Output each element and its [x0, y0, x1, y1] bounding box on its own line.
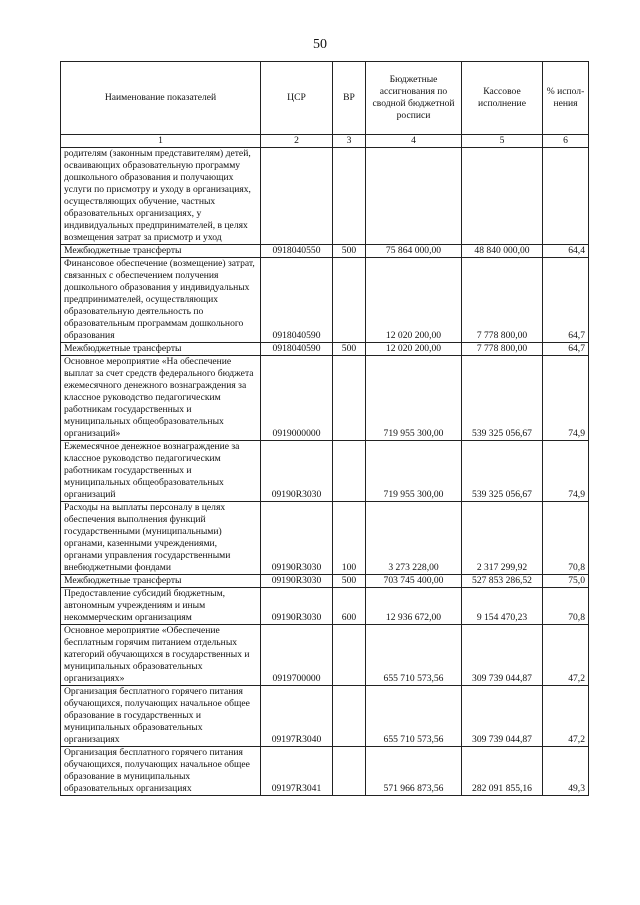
row-cash: 2 317 299,92 [462, 502, 543, 575]
row-cash: 9 154 470,23 [462, 588, 543, 625]
header-cash: Кассовое исполнение [462, 62, 543, 135]
row-budget: 719 955 300,00 [366, 441, 462, 502]
row-csr: 09190R3030 [261, 441, 333, 502]
row-budget: 12 936 672,00 [366, 588, 462, 625]
row-vr [333, 625, 366, 686]
row-budget: 12 020 200,00 [366, 343, 462, 356]
row-pct: 70,8 [543, 502, 589, 575]
row-budget: 571 966 873,56 [366, 747, 462, 796]
row-csr: 0918040550 [261, 245, 333, 258]
header-vr: ВР [333, 62, 366, 135]
row-name: Основное мероприятие «Обеспечение бесплатным горячим питанием отдельных категорий обучающихся в государственных и муниципальных образовательных организациях» [61, 625, 261, 686]
column-number: 4 [366, 135, 462, 148]
page-number: 50 [313, 37, 327, 52]
row-budget [366, 148, 462, 245]
row-csr: 0918040590 [261, 343, 333, 356]
row-cash: 282 091 855,16 [462, 747, 543, 796]
table-row [61, 258, 589, 343]
row-budget: 75 864 000,00 [366, 245, 462, 258]
row-vr: 600 [333, 588, 366, 625]
column-number-row [61, 135, 589, 148]
row-name: Предоставление субсидий бюджетным, автономным учреждениям и иным некоммерческим организациям [61, 588, 261, 625]
column-number: 6 [543, 135, 589, 148]
row-budget: 703 745 400,00 [366, 575, 462, 588]
row-vr: 500 [333, 343, 366, 356]
table-row [61, 502, 589, 575]
row-pct: 64,7 [543, 343, 589, 356]
row-cash: 309 739 044,87 [462, 686, 543, 747]
row-pct [543, 148, 589, 245]
row-pct: 74,9 [543, 356, 589, 441]
row-vr [333, 441, 366, 502]
column-number: 3 [333, 135, 366, 148]
row-name: Межбюджетные трансферты [61, 575, 261, 588]
row-pct: 47,2 [543, 625, 589, 686]
header-pct: % испол-нения [543, 62, 589, 135]
row-vr [333, 686, 366, 747]
row-budget: 719 955 300,00 [366, 356, 462, 441]
row-cash: 48 840 000,00 [462, 245, 543, 258]
row-cash: 539 325 056,67 [462, 356, 543, 441]
row-csr: 09190R3030 [261, 575, 333, 588]
row-pct: 75,0 [543, 575, 589, 588]
row-name: Финансовое обеспечение (возмещение) затрат, связанных с обеспечением получения дошкольного образования у индивидуальных предпринимателей, осуществляющих образовательную деятельность по образовательным программам дошкольного образования [61, 258, 261, 343]
table-row [61, 356, 589, 441]
row-budget: 655 710 573,56 [366, 625, 462, 686]
row-vr: 500 [333, 245, 366, 258]
table-row [61, 747, 589, 796]
row-vr [333, 356, 366, 441]
row-csr: 0919700000 [261, 625, 333, 686]
row-name: Расходы на выплаты персоналу в целях обеспечения выполнения функций государственными (муниципальными) органами, казенными учреждениями, органами управления государственными внебюджетными фондами [61, 502, 261, 575]
row-pct: 64,4 [543, 245, 589, 258]
row-name: родителям (законным представителям) детей, осваивающих образовательную программу дошкольного образования и получающих услуги по присмотру и уходу в организациях, осуществляющих обучение, частных образовательных организациях, у индивидуальных предпринимателей, в целях возмещения затрат за присмотр и уход [61, 148, 261, 245]
column-number: 1 [61, 135, 261, 148]
row-cash: 309 739 044,87 [462, 625, 543, 686]
header-row [61, 62, 589, 135]
header-budget: Бюджетные ассигнования по сводной бюджетной росписи [366, 62, 462, 135]
row-pct: 70,8 [543, 588, 589, 625]
row-csr: 09197R3040 [261, 686, 333, 747]
row-vr [333, 747, 366, 796]
row-csr [261, 148, 333, 245]
table-row [61, 575, 589, 588]
header-csr: ЦСР [261, 62, 333, 135]
row-vr [333, 258, 366, 343]
row-pct: 47,2 [543, 686, 589, 747]
table-row [61, 686, 589, 747]
row-cash [462, 148, 543, 245]
table-row [61, 625, 589, 686]
row-name: Организация бесплатного горячего питания обучающихся, получающих начальное общее образование в государственных и муниципальных образовательных организациях [61, 686, 261, 747]
row-csr: 0919000000 [261, 356, 333, 441]
row-budget: 3 273 228,00 [366, 502, 462, 575]
row-name: Организация бесплатного горячего питания обучающихся, получающих начальное общее образование в муниципальных образовательных организациях [61, 747, 261, 796]
header-name: Наименование показателей [61, 62, 261, 135]
row-vr: 500 [333, 575, 366, 588]
row-pct: 74,9 [543, 441, 589, 502]
row-cash: 539 325 056,67 [462, 441, 543, 502]
row-csr: 09190R3030 [261, 588, 333, 625]
budget-execution-table [60, 61, 589, 796]
table-row [61, 441, 589, 502]
row-csr: 09197R3041 [261, 747, 333, 796]
row-budget: 655 710 573,56 [366, 686, 462, 747]
row-budget: 12 020 200,00 [366, 258, 462, 343]
row-pct: 64,7 [543, 258, 589, 343]
column-number: 2 [261, 135, 333, 148]
row-vr: 100 [333, 502, 366, 575]
row-csr: 09190R3030 [261, 502, 333, 575]
row-cash: 7 778 800,00 [462, 343, 543, 356]
row-pct: 49,3 [543, 747, 589, 796]
row-name: Ежемесячное денежное вознаграждение за классное руководство педагогическим работникам государственных и муниципальных общеобразовательных организаций [61, 441, 261, 502]
column-number: 5 [462, 135, 543, 148]
table-row [61, 343, 589, 356]
row-cash: 527 853 286,52 [462, 575, 543, 588]
row-name: Основное мероприятие «На обеспечение выплат за счет средств федерального бюджета ежемесячного денежного вознаграждения за классное руководство педагогическим работникам государственных и муниципальных общеобразовательных организаций» [61, 356, 261, 441]
row-cash: 7 778 800,00 [462, 258, 543, 343]
row-csr: 0918040590 [261, 258, 333, 343]
table-row [61, 245, 589, 258]
table-row [61, 588, 589, 625]
row-name: Межбюджетные трансферты [61, 245, 261, 258]
table-row [61, 148, 589, 245]
row-vr [333, 148, 366, 245]
row-name: Межбюджетные трансферты [61, 343, 261, 356]
